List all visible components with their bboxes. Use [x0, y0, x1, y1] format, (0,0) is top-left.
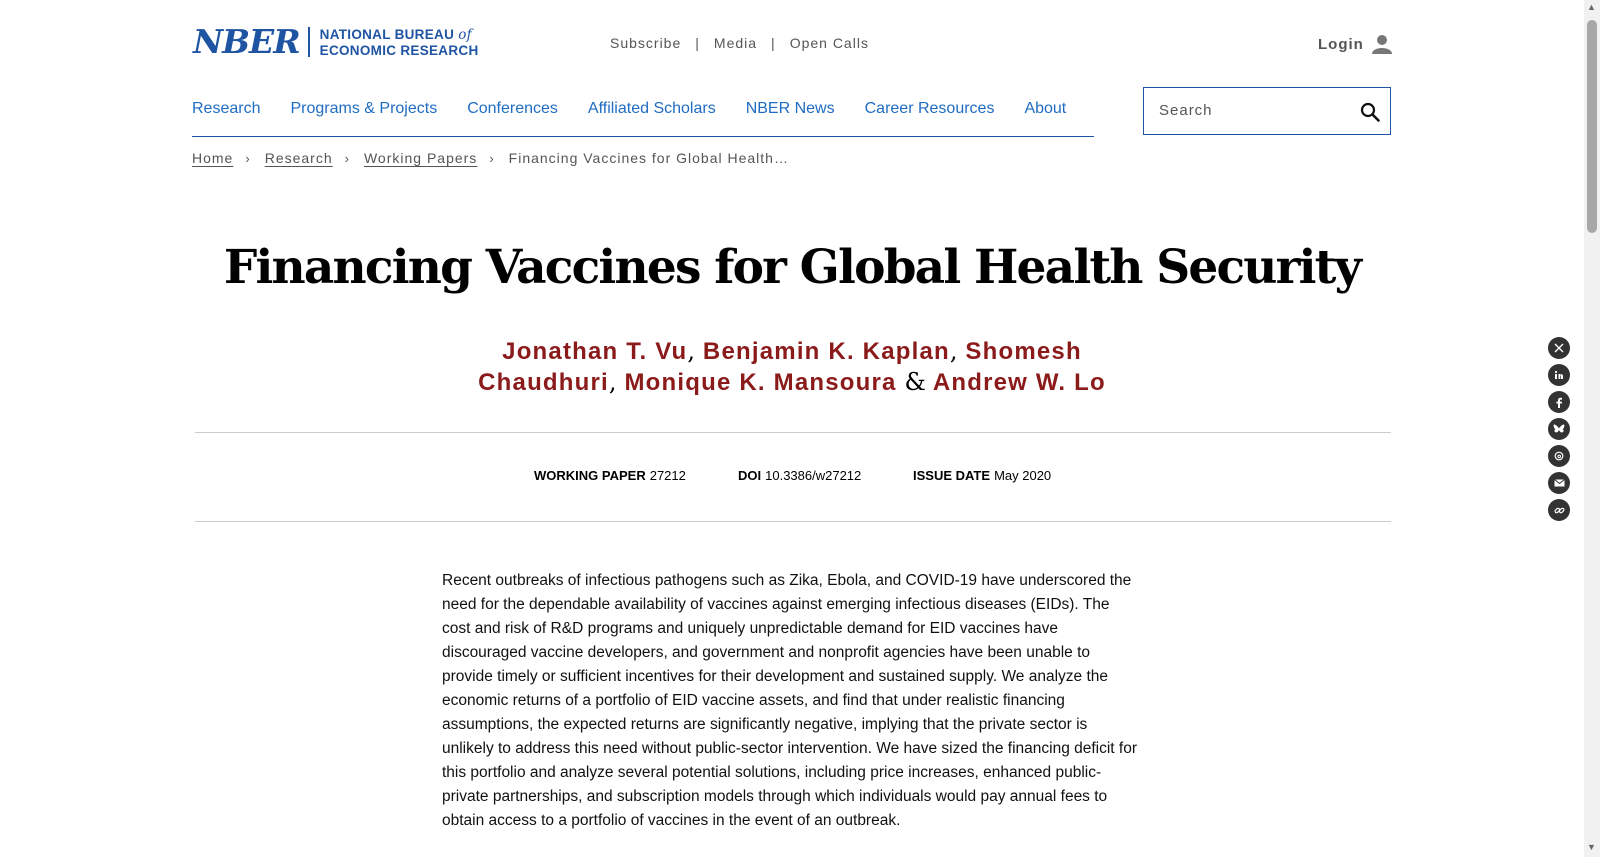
subscribe-link[interactable]: Subscribe: [610, 35, 682, 51]
nav-research[interactable]: Research: [192, 100, 261, 117]
threads-icon[interactable]: [1548, 445, 1570, 467]
logo-mark: NBER: [193, 22, 300, 61]
author-separator: ,: [608, 368, 617, 396]
author-link[interactable]: Monique K. Mansoura: [624, 369, 897, 396]
doi-value: 10.3386/w27212: [765, 468, 862, 483]
page-scrollbar[interactable]: [1584, 0, 1600, 857]
author-link[interactable]: Andrew W. Lo: [932, 369, 1106, 396]
author-list: [470, 336, 1114, 398]
issue-date-value: May 2020: [994, 468, 1052, 483]
nav-about[interactable]: About: [1024, 100, 1067, 117]
facebook-icon[interactable]: [1548, 391, 1570, 413]
search-icon[interactable]: [1360, 102, 1380, 122]
logo-wordmark: [320, 27, 479, 58]
nav-nber-news[interactable]: NBER News: [745, 100, 835, 117]
scrollbar-thumb[interactable]: [1587, 20, 1597, 233]
author-separator: ,: [949, 337, 958, 365]
nav-conferences[interactable]: Conferences: [467, 100, 558, 117]
linkedin-icon[interactable]: [1548, 364, 1570, 386]
nav-career-resources[interactable]: Career Resources: [864, 100, 995, 117]
chevron-right-icon: ›: [344, 150, 350, 166]
utility-separator: |: [771, 35, 776, 51]
author-separator: &: [904, 368, 926, 396]
nber-logo[interactable]: [193, 24, 479, 60]
nav-programs-projects[interactable]: Programs & Projects: [290, 100, 438, 117]
user-icon: [1372, 34, 1392, 54]
link-icon[interactable]: [1548, 499, 1570, 521]
divider: [195, 521, 1391, 522]
utility-nav: [610, 35, 869, 51]
issue-date-label: ISSUE DATE: [913, 468, 991, 483]
divider: [195, 432, 1391, 433]
chevron-right-icon: ›: [489, 150, 495, 166]
login-button[interactable]: [1318, 34, 1392, 54]
search-box: [1143, 87, 1391, 135]
search-input[interactable]: [1159, 102, 1349, 119]
utility-separator: |: [695, 35, 700, 51]
working-paper-label: WORKING PAPER: [534, 468, 646, 483]
author-link[interactable]: Shomesh Chaudhuri: [478, 338, 1082, 396]
logo-line1-italic: of: [458, 26, 472, 43]
logo-divider: [308, 27, 310, 57]
bluesky-icon[interactable]: [1548, 418, 1570, 440]
page-title: Financing Vaccines for Global Health Security: [223, 240, 1361, 295]
author-link[interactable]: Jonathan T. Vu: [502, 338, 688, 365]
email-icon[interactable]: [1548, 472, 1570, 494]
main-nav: [192, 100, 1094, 137]
login-label: Login: [1318, 35, 1364, 53]
issue-date: [913, 468, 1051, 483]
chevron-right-icon: ›: [245, 150, 251, 166]
author-link[interactable]: Benjamin K. Kaplan: [702, 338, 950, 365]
working-paper-value: 27212: [649, 468, 686, 483]
nav-affiliated-scholars[interactable]: Affiliated Scholars: [587, 100, 716, 117]
share-bar: [1548, 337, 1572, 526]
breadcrumb: [192, 150, 789, 166]
scroll-up-arrow-icon[interactable]: ▲: [1587, 2, 1596, 12]
open-calls-link[interactable]: Open Calls: [789, 35, 869, 51]
breadcrumb-current: Financing Vaccines for Global Health…: [508, 150, 789, 166]
working-paper-number: [534, 468, 686, 483]
breadcrumb-working-papers[interactable]: Working Papers: [363, 150, 478, 166]
doi: [738, 468, 861, 483]
logo-line1: NATIONAL BUREAU: [319, 26, 455, 42]
scroll-down-arrow-icon[interactable]: ▼: [1587, 842, 1596, 852]
abstract: Recent outbreaks of infectious pathogens such as Zika, Ebola, and COVID-19 have underscored the need for the dependable availability of vaccines against emerging infectious diseases (EIDs). The cost and risk of R&D programs and uniquely unpredictable demand for EID vaccines have discouraged vaccine developers, and government and nonprofit agencies have been unable to provide timely or sufficient incentives for their development and sustained supply. We analyze the economic returns of a portfolio of EID vaccine assets, and find that under realistic financing assumptions, the expected returns are significantly negative, implying that the private sector is unlikely to address this need without public-sector intervention. We have sized the financing deficit for this portfolio and analyze several potential solutions, including price increases, enhanced public-private partnerships, and subscription models through which individuals would pay annual fees to obtain access to a portfolio of vaccines in the event of an outbreak.: [442, 572, 1138, 829]
doi-label: DOI: [738, 468, 762, 483]
logo-line2: ECONOMIC RESEARCH: [319, 42, 479, 58]
breadcrumb-research[interactable]: Research: [264, 150, 333, 166]
x-icon[interactable]: [1548, 337, 1570, 359]
breadcrumb-home[interactable]: Home: [192, 150, 234, 166]
media-link[interactable]: Media: [713, 35, 758, 51]
author-separator: ,: [687, 337, 696, 365]
